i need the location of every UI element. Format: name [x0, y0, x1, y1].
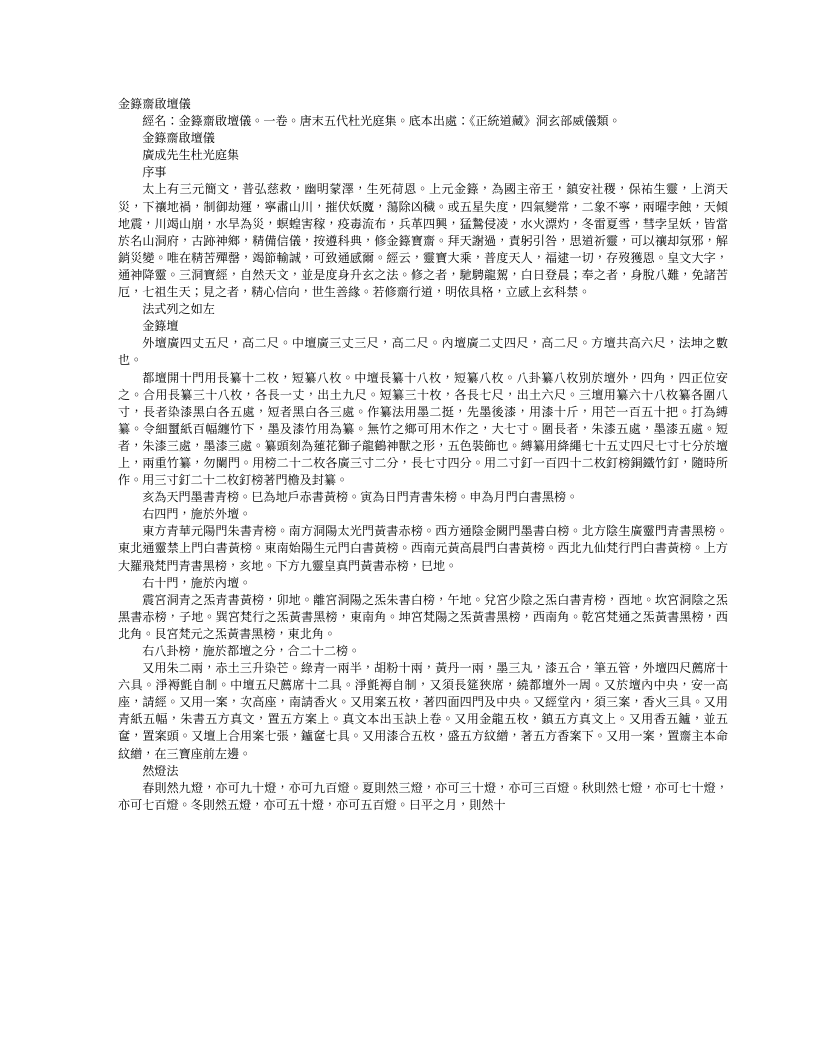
- section-heading-altar: 金籙壇: [142, 319, 179, 334]
- four-gates-paragraph: 亥為天門墨書青榜。巳為地戶赤書黃榜。寅為日門青書朱榜。申為月門白書黑榜。: [142, 490, 579, 505]
- document-text-body: [118, 96, 728, 814]
- materials-paragraph: 又用朱二兩，赤土三升染芒。綠青一兩半，胡粉十兩，黃丹一兩，墨三丸，漆五合，筆五管，外壇四尺薦席十六具。淨褥氈自制。中壇五尺薦席十二具。淨氈褥自制，又須長筵狹席，繞都壇外一周。又於壇內中央，安一高座，請經。又用一案，次高座，南請香火。又用案五枚，著四面四門及中央。又經堂內，須三案，香火三具。又用青紙五幅，朱書五方真文，置五方案上。真文本出玉訣上卷。又用金龍五枚，鎮五方真文上。又用香五鑪，並五奩，置案頭。又壇上合用案七張，鑪奩七具。又用漆合五枚，盛五方紋繒，著五方香案下。又用一案，置齋主本命紋繒，在三寶座前左邊。: [118, 661, 728, 761]
- preface-body-paragraph: 太上有三元簡文，普弘慈救，幽明蒙澤，生死荷恩。上元金籙，為國主帝王，鎮安社稷，保祐生靈，上消天災，下禳地禍，制御劫運，寧肅山川，摧伏妖魔，蕩除凶穢。或五星失度，四氣變常，二象不寧，兩曜孛蝕，天傾地震，川竭山崩，水旱為災，螟蝗害稼，疫毒流布，兵革四興，猛鷙侵凌，水火漂灼，冬雷夏雪，彗孛呈妖，皆當於名山洞府，古跡神鄉，精備信儀，按遵科典，修金籙寶齋。拜天謝過，責躬引咎，思道祈靈，可以禳却氛邪，解銷災變。唯在精苦殫罄，竭節輸誠，可致通感爾。經云，靈寶大乘，普度天人，福逮一切，存歿獲恩。皇文大字，通神降靈。三洞寶經，自然天文，並是度身升玄之法。修之者，馳騁龍駕，白日登晨；奉之者，身脫八難，免諸苦厄，七祖生天；見之者，精心信向，世生善緣。若修齋行道，明依具格，立感上玄科禁。: [118, 182, 728, 300]
- section-heading-preface: 序事: [142, 165, 167, 180]
- ten-gates-note: 右十門，施於內壇。: [142, 575, 252, 590]
- colophon-line: 經名：金籙齋啟壇儀。一卷。唐末五代杜光庭集。底本出處：《正統道藏》洞玄部威儀類。: [142, 114, 621, 129]
- ten-gates-paragraph: 東方青華元陽門朱書青榜。南方洞陽太光門黃書赤榜。西方通陰金闕門墨書白榜。北方陰生廣靈門青書黑榜。東北通靈禁上門白書黃榜。東南始陽生元門白書黃榜。西南元黃高晨門白書黃榜。西北九仙梵行門白書黃榜。上方大羅飛梵門青書黑榜，亥地。下方九靈皇真門黃書赤榜，巳地。: [118, 524, 728, 573]
- altar-dimensions-paragraph: 外壇廣四丈五尺，高二尺。中壇廣三丈三尺，高二尺。內壇廣二丈四尺，高二尺。方壇共高六尺，法坤之數也。: [118, 336, 728, 368]
- work-title: 金籙齋啟壇儀: [142, 131, 215, 146]
- compiler-line: 廣成先生杜光庭集: [142, 148, 240, 163]
- lamps-body-paragraph: 春則然九燈，亦可九十燈，亦可九百燈。夏則然三燈，亦可三十燈，亦可三百燈。秋則然七燈，亦可七十燈，亦可七百燈。冬則然五燈，亦可五十燈，亦可五百燈。曰平之月，則然十: [118, 780, 728, 812]
- altar-construction-paragraph: 都壇開十門用長纂十二枚，短纂八枚。中壇長纂十八枚，短纂八枚。八卦纂八枚別於壇外，四角，四正位安之。合用長纂三十八枚，各長一丈，出土九尺。短纂三十枚，各長七尺，出土六尺。三壇用纂六十八枚纂各圍八寸，長者染漆黑白各五處，短者黑白各三處。作纂法用墨二挺，先墨後漆，用漆十斤，用芒一百五十把。打為縛纂。令細蠒紙百幅纏竹下，墨及漆竹用為纂。無竹之鄉可用木作之，大七寸。圍長者，朱漆五處，墨漆五處。短者，朱漆三處，墨漆三處。纂頭刻為蓮花獅子龍鶴神獸之形，五色裝飾也。縛纂用絳繩七十五丈四尺七寸七分於壇上，兩重竹纂，勿闌門。用榜二十二枚各廣三寸二分，長七寸四分。用二寸釘一百四十二枚釘榜銅鐵竹釘，隨時所作。用三寸釘二十二枚釘榜著門檐及封纂。: [118, 370, 728, 488]
- four-gates-note: 右四門，施於外壇。: [142, 507, 252, 522]
- section-heading-lamps: 然燈法: [142, 763, 179, 778]
- running-title: 金籙齋啟壇儀: [118, 97, 191, 111]
- eight-trigrams-note: 右八卦榜，施於都壇之分，合二十二榜。: [142, 644, 361, 658]
- eight-trigrams-paragraph: 震宮洞青之炁青書黃榜，卯地。離宮洞陽之炁朱書白榜，午地。兌宮少陰之炁白書青榜，酉地。坎宮洞陰之炁黑書赤榜，子地。巽宮梵行之炁黃書黑榜，東南角。坤宮梵陽之炁黃書黑榜，西南角。乾宮梵通之炁黃書黑榜，西北角。艮宮梵元之炁黃書黑榜，東北角。: [118, 592, 728, 641]
- section-heading-format: 法式列之如左: [142, 302, 215, 317]
